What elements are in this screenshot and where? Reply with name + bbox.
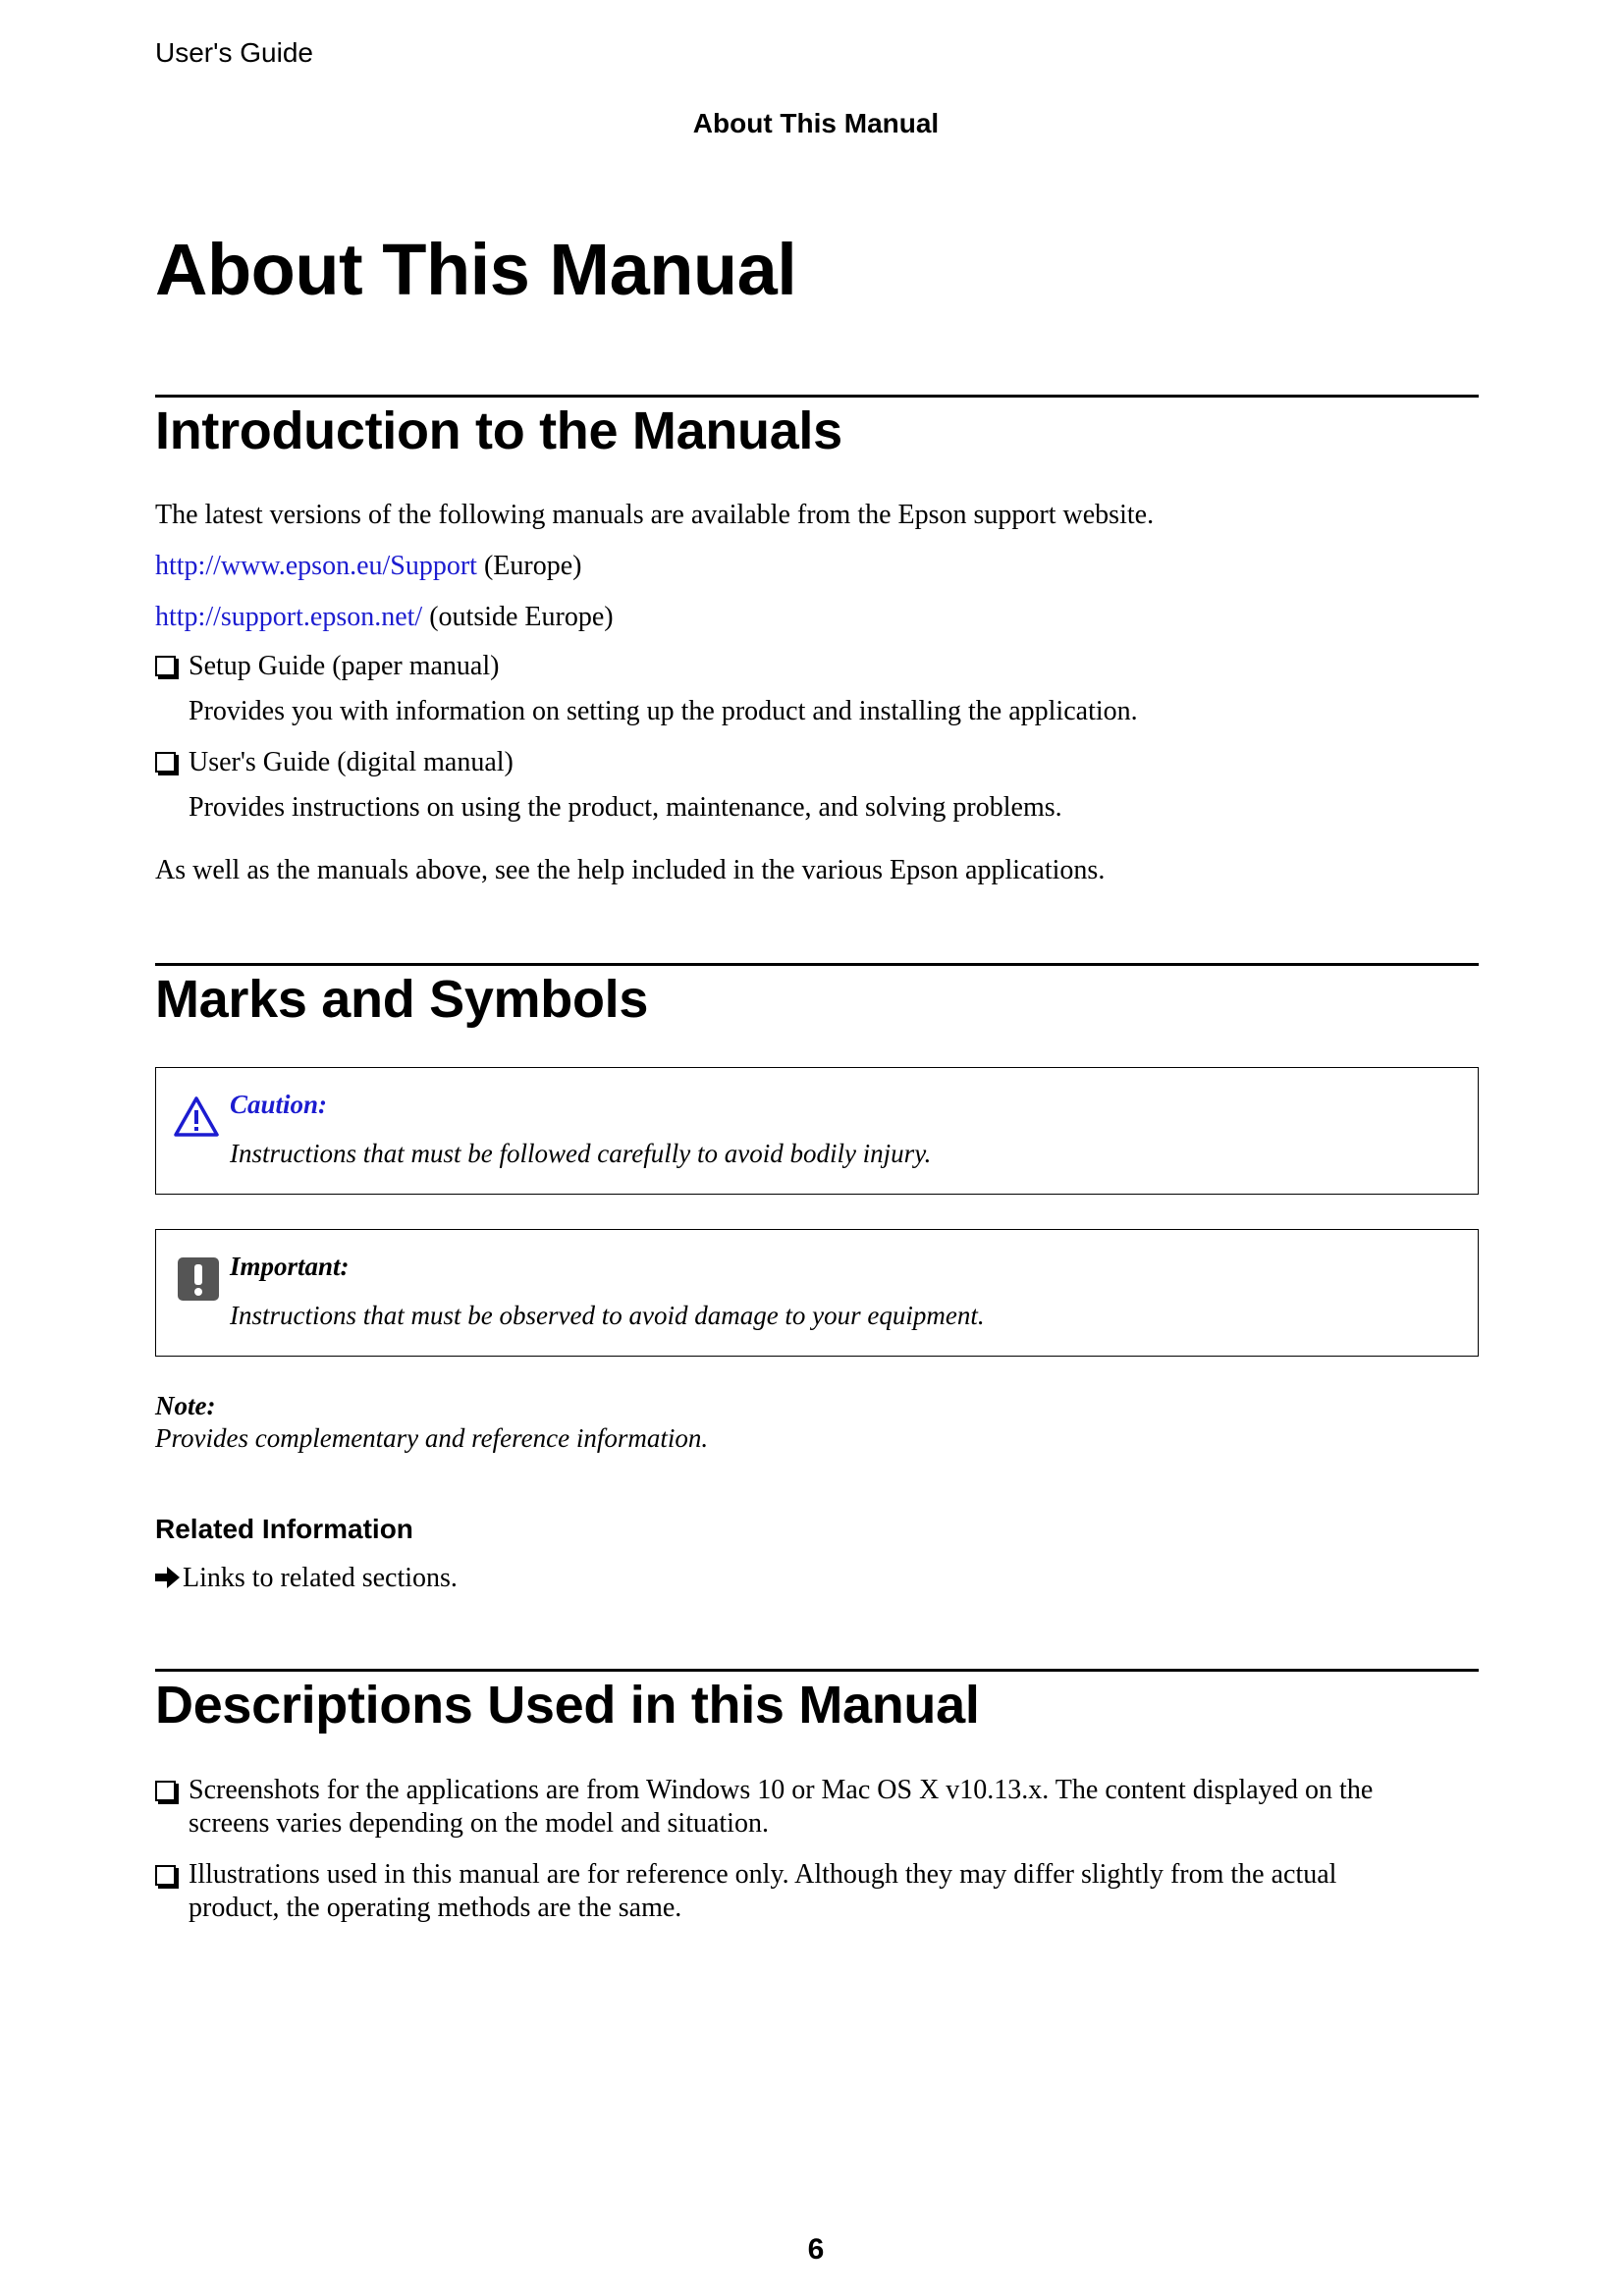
running-head: About This Manual bbox=[692, 108, 940, 138]
list-item-title: User's Guide (digital manual) bbox=[189, 747, 514, 777]
link-outside-suffix: (outside Europe) bbox=[422, 602, 614, 632]
link-outside[interactable]: http://support.epson.net/ bbox=[155, 602, 423, 632]
warning-triangle-icon bbox=[174, 1095, 219, 1137]
caution-box bbox=[155, 1067, 1479, 1195]
note-text: Provides complementary and reference information. bbox=[155, 1423, 709, 1453]
chapter-title: About This Manual bbox=[155, 229, 797, 310]
related-text: Links to related sections. bbox=[183, 1563, 458, 1593]
intro-closing: As well as the manuals above, see the help included in the various Epson applications. bbox=[155, 855, 1106, 885]
marks-heading: Marks and Symbols bbox=[155, 970, 649, 1029]
list-item-desc: Provides you with information on setting up the product and installing the application. bbox=[189, 696, 1138, 726]
caution-title: Caution: bbox=[230, 1090, 328, 1119]
checkbox-bullet-icon bbox=[155, 748, 176, 779]
note-title: Note: bbox=[155, 1391, 216, 1420]
intro-heading: Introduction to the Manuals bbox=[155, 401, 842, 460]
link-europe[interactable]: http://www.epson.eu/Support bbox=[155, 551, 477, 581]
list-item-desc: Provides instructions on using the product, maintenance, and solving problems. bbox=[189, 792, 1062, 823]
descriptions-heading: Descriptions Used in this Manual bbox=[155, 1676, 980, 1735]
checkbox-bullet-icon bbox=[155, 1861, 176, 1893]
checkbox-bullet-icon bbox=[155, 1777, 176, 1808]
related-line[interactable] bbox=[155, 1563, 458, 1594]
related-title: Related Information bbox=[155, 1514, 413, 1544]
important-title: Important: bbox=[230, 1252, 350, 1281]
guide-label: User's Guide bbox=[155, 37, 313, 68]
description-line: product, the operating methods are the same. bbox=[189, 1893, 682, 1923]
exclamation-icon bbox=[178, 1257, 219, 1301]
description-line: Screenshots for the applications are from Windows 10 or Mac OS X v10.13.x. The content displayed on the bbox=[189, 1775, 1374, 1805]
description-line: screens varies depending on the model and situation. bbox=[189, 1808, 769, 1839]
link-line-europe bbox=[155, 550, 581, 583]
section-rule bbox=[155, 1669, 1479, 1672]
link-line-outside bbox=[155, 601, 614, 634]
important-box bbox=[155, 1229, 1479, 1357]
page-number: 6 bbox=[807, 2233, 825, 2266]
list-item-title: Setup Guide (paper manual) bbox=[189, 651, 500, 681]
section-rule bbox=[155, 395, 1479, 398]
caution-text: Instructions that must be followed carefully to avoid bodily injury. bbox=[230, 1139, 932, 1168]
important-text: Instructions that must be observed to avoid damage to your equipment. bbox=[230, 1301, 985, 1330]
checkbox-bullet-icon bbox=[155, 652, 176, 683]
section-rule bbox=[155, 963, 1479, 966]
link-europe-suffix: (Europe) bbox=[476, 551, 582, 581]
arrow-right-icon bbox=[155, 1566, 181, 1589]
intro-lead: The latest versions of the following manuals are available from the Epson support website. bbox=[155, 500, 1155, 530]
description-line: Illustrations used in this manual are for reference only. Although they may differ slightly from the actual bbox=[189, 1859, 1337, 1890]
